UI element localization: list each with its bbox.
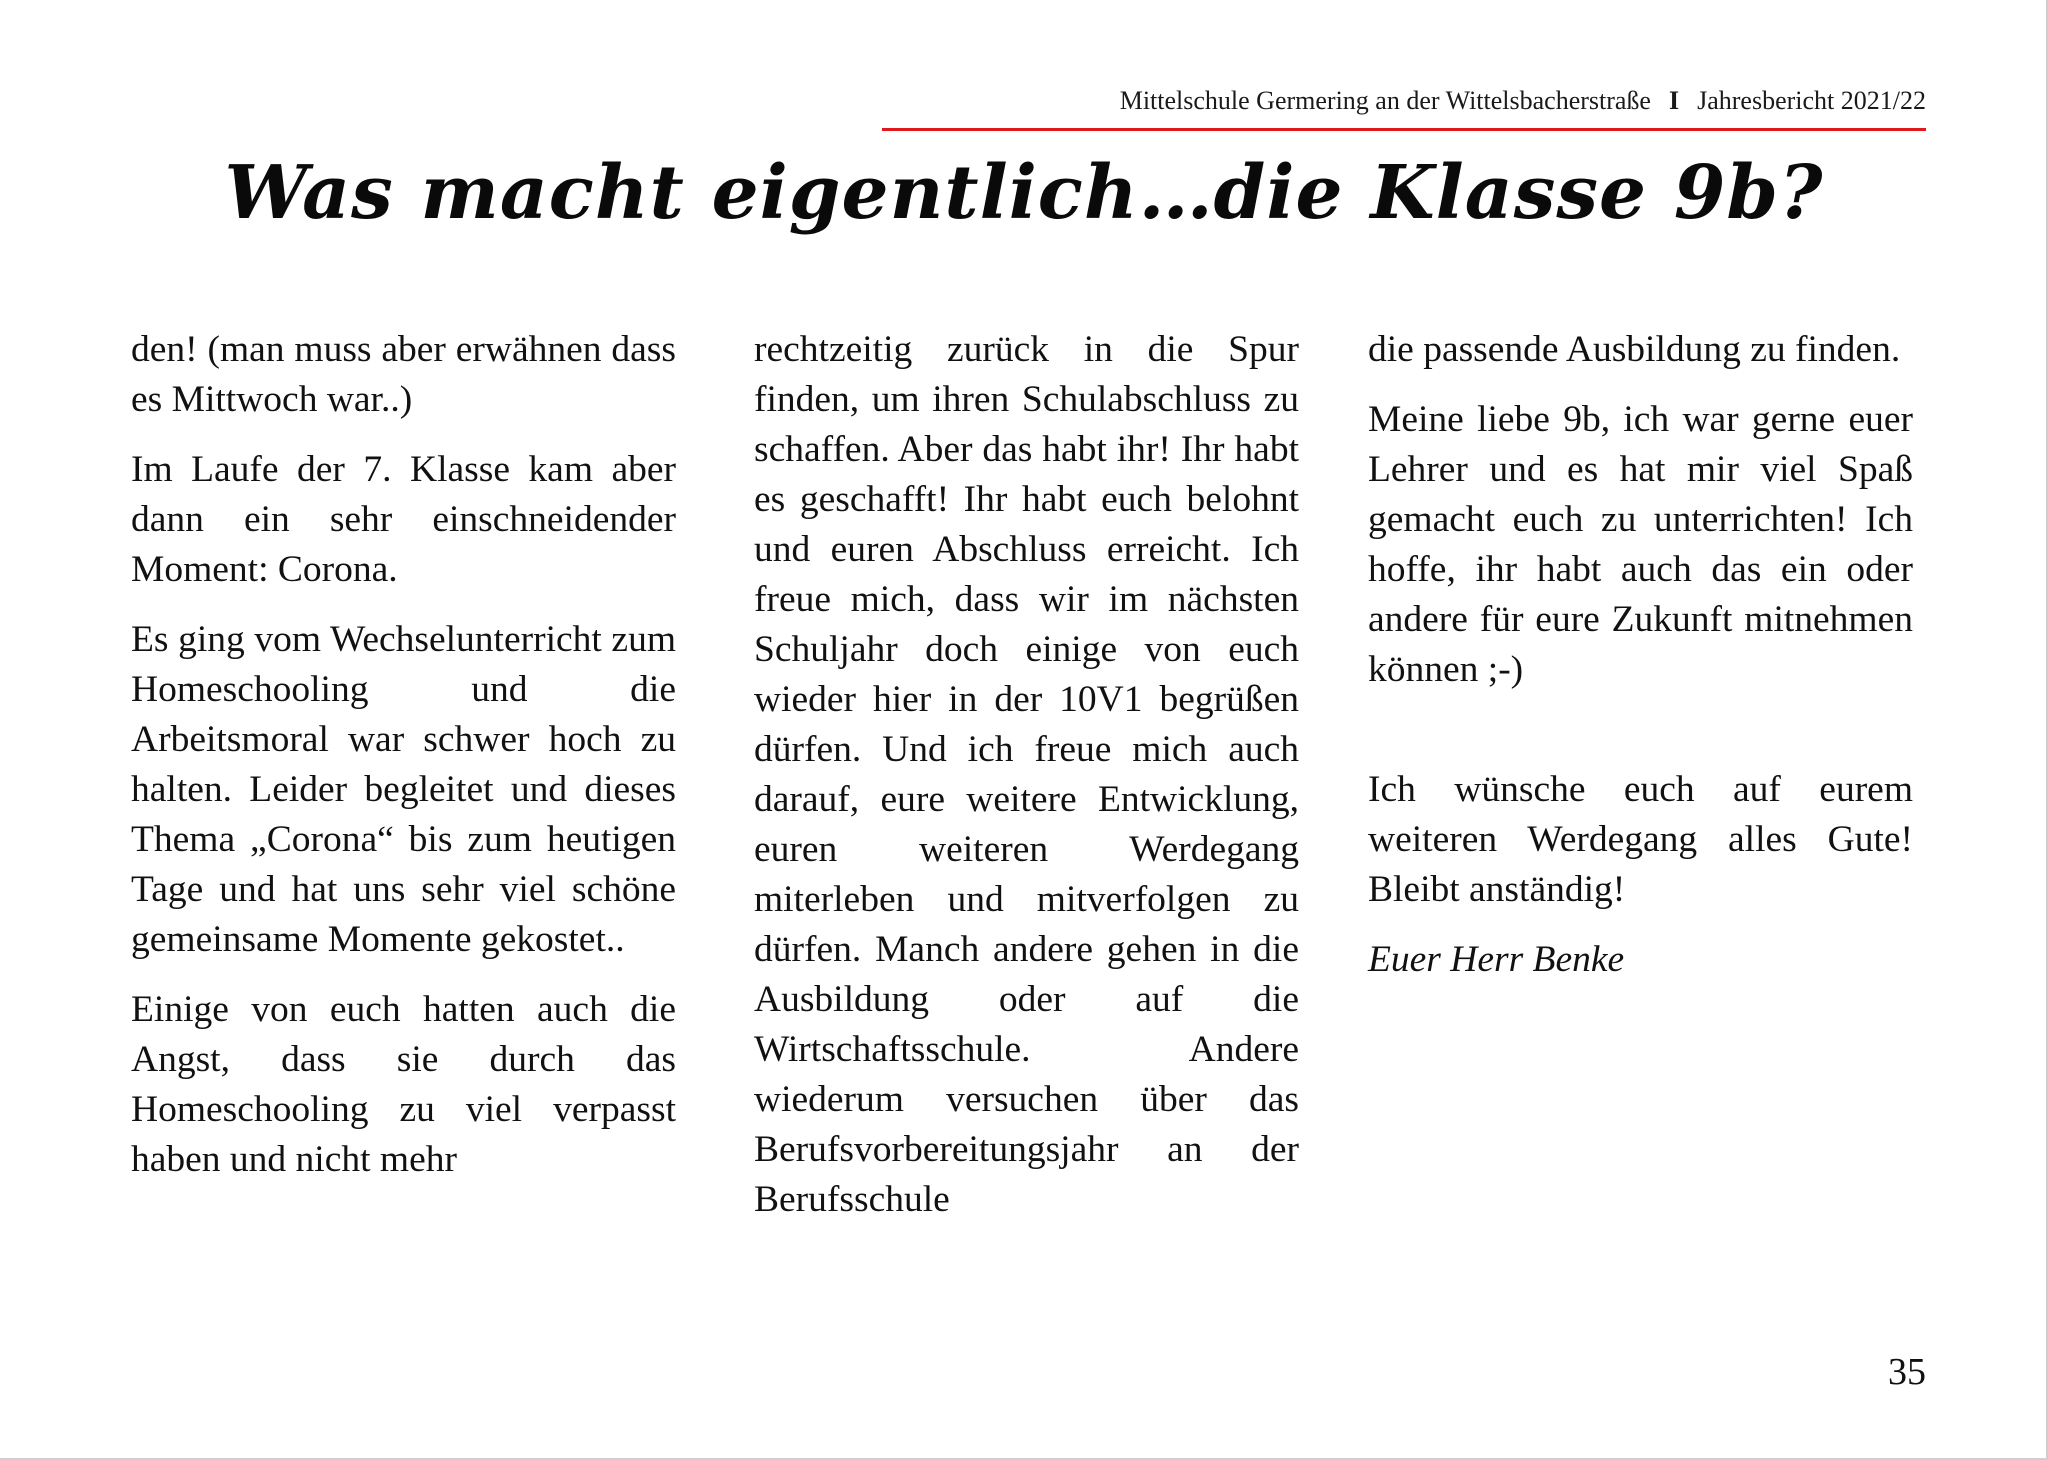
running-header [882, 86, 1926, 126]
header-red-rule [882, 128, 1926, 131]
text-column-2 [754, 325, 1299, 1245]
paragraph: Ich wünsche euch auf eurem weiteren Werdegang alles Gute! Bleibt anständig! [1368, 769, 1913, 910]
header-separator: I [1668, 86, 1680, 115]
spacer [1368, 715, 1913, 765]
paragraph: Es ging vom Wechselunterricht zum Homeschooling und die Arbeitsmoral war schwer hoch zu halten. Leider begleitet und dieses Thema „Corona“ bis zum heutigen Tage und hat uns sehr viel schöne gemeinsame Momente gekostet.. [131, 619, 676, 960]
text-column-3 [1368, 325, 1913, 1005]
header-school: Mittelschule Germering an der Wittelsbacherstraße [1119, 86, 1651, 115]
text-column-1 [131, 325, 676, 1205]
paragraph: rechtzeitig zurück in die Spur finden, um ihren Schulabschluss zu schaffen. Aber das habt ihr! Ihr habt es geschafft! Ihr habt euch belohnt und euren Abschluss erreicht. Ich freue mich, dass wir im nächsten Schuljahr doch einige von euch wieder hier in der 10V1 begrüßen dürfen. Und ich freue mich auch darauf, eure weitere Entwicklung, euren weiteren Werdegang miterleben und mitverfolgen zu dürfen. Manch andere gehen in die Ausbildung oder auf die Wirtschaftsschule. Andere wiederum versuchen über das Berufsvorbereitungsjahr an der Berufsschule [754, 329, 1299, 1220]
article-title: Was macht eigentlich…die Klasse 9b? [224, 150, 1824, 236]
header-report: Jahresbericht 2021/22 [1697, 86, 1926, 115]
paragraph: Im Laufe der 7. Klasse kam aber dann ein sehr einschneidender Moment: Corona. [131, 449, 676, 590]
paragraph: Meine liebe 9b, ich war gerne euer Lehrer und es hat mir viel Spaß gemacht euch zu unterrichten! Ich hoffe, ihr habt auch das ein oder andere für eure Zukunft mitnehmen können ;-) [1368, 399, 1913, 690]
paragraph: den! (man muss aber erwähnen dass es Mittwoch war..) [131, 329, 676, 420]
page-number: 35 [1888, 1351, 1926, 1393]
paragraph: Einige von euch hatten auch die Angst, dass sie durch das Homeschooling zu viel verpasst haben und nicht mehr [131, 989, 676, 1180]
paragraph: die passende Ausbildung zu finden. [1368, 329, 1901, 370]
signature: Euer Herr Benke [1368, 939, 1625, 980]
